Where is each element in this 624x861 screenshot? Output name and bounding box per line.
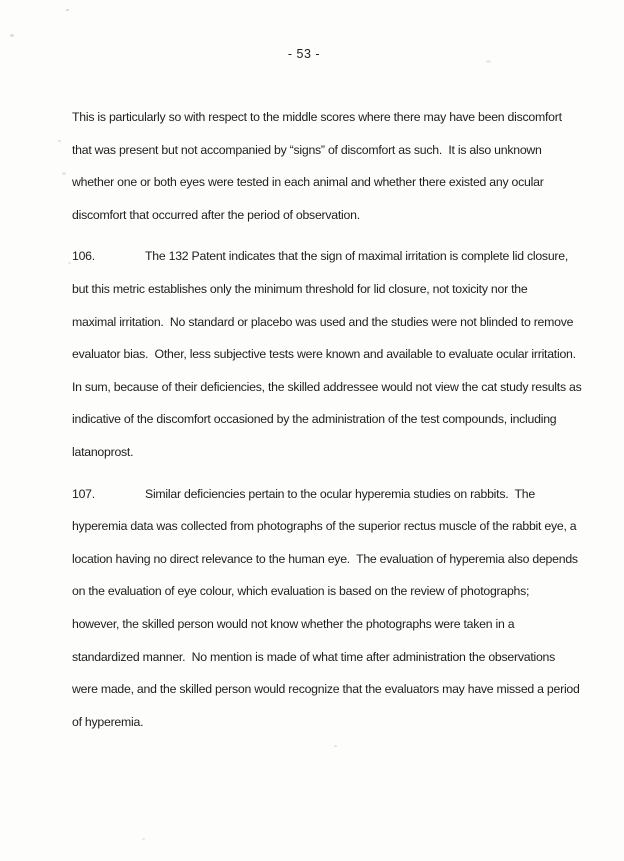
document-body bbox=[72, 101, 582, 738]
paragraph-text: The 132 Patent indicates that the sign of maximal irritation is complete lid closure, bbox=[145, 249, 569, 264]
text-line: In sum, because of their deficiencies, the skilled addressee would not view the cat study results as bbox=[72, 379, 582, 394]
text-line: evaluator bias. Other, less subjective tests were known and available to evaluate ocular irritation. bbox=[72, 347, 576, 362]
scan-artifact bbox=[68, 262, 71, 264]
text-line: latanoprost. bbox=[72, 444, 134, 459]
text-line: whether one or both eyes were tested in each animal and whether there existed any ocular bbox=[72, 175, 544, 190]
text-line: but this metric establishes only the minimum threshold for lid closure, not toxicity nor the bbox=[72, 281, 528, 296]
text-line: discomfort that occurred after the period of observation. bbox=[72, 207, 360, 222]
text-line: however, the skilled person would not know whether the photographs were taken in a bbox=[72, 616, 515, 631]
paragraph-text: Similar deficiencies pertain to the ocular hyperemia studies on rabbits. The bbox=[145, 486, 535, 501]
paragraph-number: 106. bbox=[72, 249, 95, 264]
paragraph bbox=[72, 101, 577, 231]
scan-artifact bbox=[58, 140, 61, 142]
text-line: hyperemia data was collected from photographs of the superior rectus muscle of the rabbit eye, a bbox=[72, 519, 577, 534]
scan-artifact bbox=[334, 745, 337, 747]
text-line: of hyperemia. bbox=[72, 714, 144, 729]
text-line: were made, and the skilled person would recognize that the evaluators may have missed a period bbox=[72, 682, 580, 697]
text-line: This is particularly so with respect to the middle scores where there may have been discomfort bbox=[72, 110, 562, 124]
scan-artifact bbox=[66, 9, 69, 11]
text-line: indicative of the discomfort occasioned by the administration of the test compounds, including bbox=[72, 412, 557, 427]
page-number: - 53 - bbox=[287, 47, 321, 61]
scan-artifact bbox=[10, 34, 14, 37]
text-line bbox=[72, 478, 577, 511]
text-line: standardized manner. No mention is made of what time after administration the observations bbox=[72, 649, 556, 664]
text-line: that was present but not accompanied by “signs” of discomfort as such. It is also unknown bbox=[72, 142, 542, 157]
scan-artifact bbox=[142, 838, 145, 840]
text-line: maximal irritation. No standard or placebo was used and the studies were not blinded to remove bbox=[72, 314, 574, 329]
paragraph bbox=[72, 478, 580, 739]
paragraph bbox=[72, 240, 582, 468]
text-line bbox=[72, 240, 577, 273]
text-line: location having no direct relevance to the human eye. The evaluation of hyperemia also depends bbox=[72, 551, 578, 566]
paragraph-number: 107. bbox=[72, 486, 95, 501]
scan-artifact bbox=[62, 172, 66, 175]
text-line: on the evaluation of eye colour, which evaluation is based on the review of photographs; bbox=[72, 584, 530, 599]
